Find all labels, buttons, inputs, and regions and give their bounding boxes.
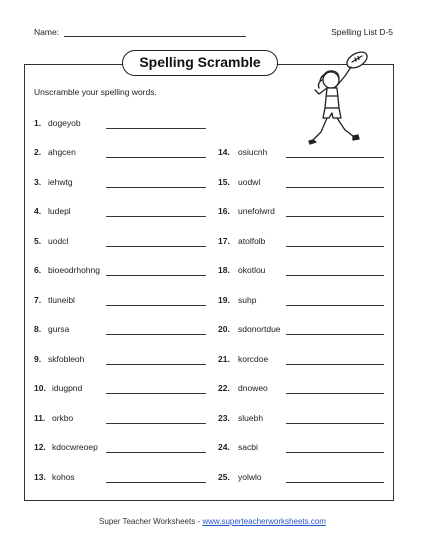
item-number: 15.	[218, 177, 230, 187]
item-number: 1.	[34, 118, 42, 128]
scrambled-word: bioeodrhohng	[48, 265, 100, 275]
item-number: 21.	[218, 354, 230, 364]
item-number: 22.	[218, 383, 230, 393]
answer-line[interactable]	[106, 452, 206, 453]
answer-line[interactable]	[286, 364, 384, 365]
scrambled-word: orkbo	[52, 413, 74, 423]
scrambled-word: skfobleoh	[48, 354, 85, 364]
item-number: 24.	[218, 442, 230, 452]
answer-line[interactable]	[106, 305, 206, 306]
answer-line[interactable]	[286, 334, 384, 335]
item-number: 19.	[218, 295, 230, 305]
footer	[0, 517, 425, 526]
answer-line[interactable]	[106, 128, 206, 129]
answer-line[interactable]	[106, 364, 206, 365]
answer-line[interactable]	[106, 246, 206, 247]
item-number: 7.	[34, 295, 42, 305]
instructions: Unscramble your spelling words.	[34, 87, 157, 97]
scrambled-word: korcdoe	[238, 354, 269, 364]
answer-line[interactable]	[106, 423, 206, 424]
scrambled-word: atolfolb	[238, 236, 266, 246]
worksheet-title: Spelling Scramble	[122, 50, 278, 76]
spelling-list-id: Spelling List D-5	[331, 27, 393, 37]
footer-text: Super Teacher Worksheets -	[99, 517, 203, 526]
item-number: 17.	[218, 236, 230, 246]
scrambled-word: osiucnh	[238, 147, 268, 157]
answer-line[interactable]	[286, 423, 384, 424]
answer-line[interactable]	[286, 452, 384, 453]
item-number: 10.	[34, 383, 46, 393]
item-number: 3.	[34, 177, 42, 187]
answer-line[interactable]	[106, 187, 206, 188]
scrambled-word: okotlou	[238, 265, 266, 275]
answer-line[interactable]	[286, 305, 384, 306]
answer-line[interactable]	[286, 246, 384, 247]
item-number: 9.	[34, 354, 42, 364]
scrambled-word: sdonortdue	[238, 324, 281, 334]
item-number: 12.	[34, 442, 46, 452]
answer-line[interactable]	[286, 157, 384, 158]
scrambled-word: kohos	[52, 472, 75, 482]
answer-line[interactable]	[106, 393, 206, 394]
scrambled-word: ludepl	[48, 206, 71, 216]
scrambled-word: uodwl	[238, 177, 261, 187]
scrambled-word: tluneibl	[48, 295, 75, 305]
item-number: 13.	[34, 472, 46, 482]
answer-line[interactable]	[106, 275, 206, 276]
item-number: 20.	[218, 324, 230, 334]
scrambled-word: uodcl	[48, 236, 69, 246]
scrambled-word: idugpnd	[52, 383, 83, 393]
answer-line[interactable]	[106, 482, 206, 483]
answer-line[interactable]	[286, 482, 384, 483]
answer-line[interactable]	[286, 187, 384, 188]
item-number: 6.	[34, 265, 42, 275]
scrambled-word: iehwtg	[48, 177, 73, 187]
item-number: 23.	[218, 413, 230, 423]
scrambled-word: sacbi	[238, 442, 258, 452]
answer-line[interactable]	[286, 216, 384, 217]
scrambled-word: dogeyob	[48, 118, 81, 128]
answer-line[interactable]	[106, 334, 206, 335]
answer-line[interactable]	[286, 393, 384, 394]
scrambled-word: unefolwrd	[238, 206, 275, 216]
name-label: Name:	[34, 27, 60, 37]
scrambled-word: dnoweo	[238, 383, 268, 393]
girl-catching-football-icon	[305, 50, 377, 160]
worksheet-header	[34, 24, 393, 40]
item-number: 16.	[218, 206, 230, 216]
answer-line[interactable]	[106, 216, 206, 217]
scrambled-word: ahgcen	[48, 147, 76, 157]
item-number: 2.	[34, 147, 42, 157]
item-number: 4.	[34, 206, 42, 216]
item-number: 8.	[34, 324, 42, 334]
item-number: 11.	[34, 413, 46, 423]
answer-line[interactable]	[106, 157, 206, 158]
scrambled-word: kdocwreoep	[52, 442, 98, 452]
scrambled-word: gursa	[48, 324, 70, 334]
item-number: 18.	[218, 265, 230, 275]
answer-line[interactable]	[286, 275, 384, 276]
scrambled-word: suhp	[238, 295, 257, 305]
scrambled-word: sluebh	[238, 413, 264, 423]
item-number: 25.	[218, 472, 230, 482]
scrambled-word: yolwlo	[238, 472, 262, 482]
item-number: 5.	[34, 236, 42, 246]
item-number: 14.	[218, 147, 230, 157]
footer-link[interactable]: www.superteacherworksheets.com	[202, 517, 326, 526]
name-answer-line[interactable]	[64, 36, 246, 37]
